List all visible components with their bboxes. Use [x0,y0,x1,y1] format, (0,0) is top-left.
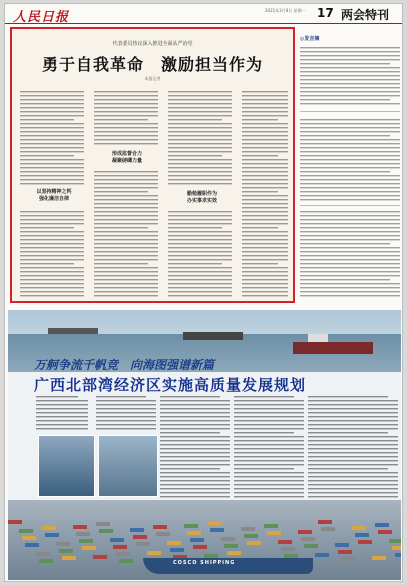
article-byline: 本报记者 [144,76,161,81]
section-title: 两会特刊 [341,8,390,22]
sidebar-column [300,27,400,303]
sidebar-divider [300,111,400,112]
page-number: 17 [317,6,334,20]
ad-crane-photo [38,435,95,497]
article-kicker: 代表委员热议深入推进全面从严治党 [112,41,193,47]
ad-slogan: 万舸争流千帆竞 向海图强谱新篇 [34,358,215,372]
masthead [5,4,403,24]
ad-railway-photo [98,435,158,497]
article-subhead-1: 形成监督合力 凝聚磅礴力量 [111,151,142,164]
newspaper-logo: 人民日报 [13,10,70,25]
featured-article[interactable] [10,27,295,303]
article-body-text [12,29,293,301]
sidebar-text [300,27,400,303]
article-subhead-3: 勤勉履职作为 办实事求实效 [186,191,217,204]
sidebar-divider [300,205,400,206]
article-headline: 勇于自我革命 激励担当作为 [41,55,263,74]
regional-advertisement[interactable] [8,310,401,580]
article-subhead-2: 以坚持精神之钙 强化廉洁自律 [36,189,72,202]
ad-headline: 广西北部湾经济区实施高质量发展规划 [34,376,307,394]
newspaper-page [4,3,403,582]
sidebar-tag: ◎发言摘 [300,36,320,42]
issue-date: 2021年3月8日 星期一 [265,8,306,13]
ship-name: COSCO SHIPPING [173,560,236,566]
